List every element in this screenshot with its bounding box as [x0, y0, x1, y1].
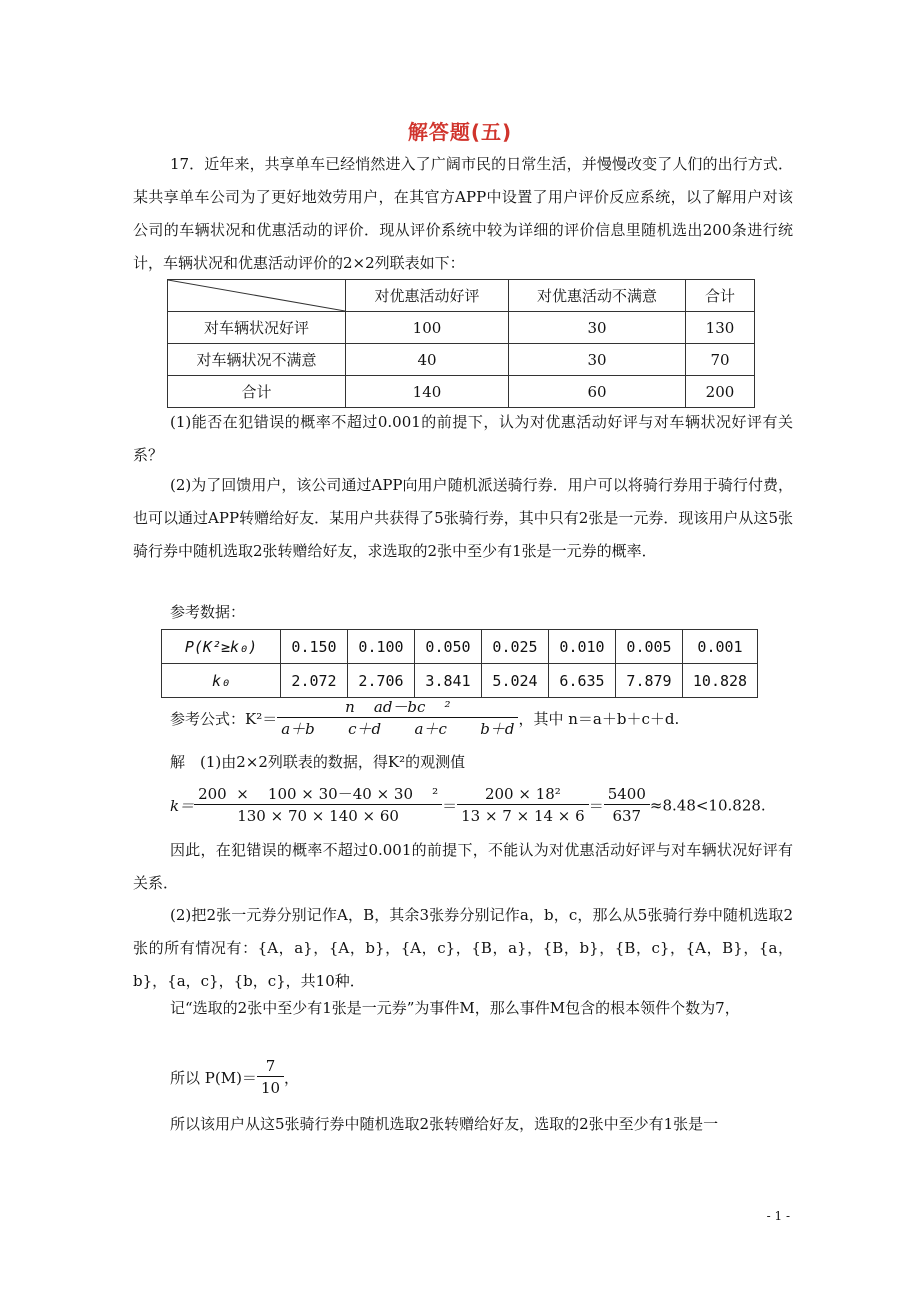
table-row [168, 376, 755, 408]
table-cell: 7.879 [616, 664, 683, 698]
table-cell: 0.005 [616, 630, 683, 664]
table-cell: 60 [509, 376, 686, 408]
solution-conclusion-1: 因此，在犯错误的概率不超过0.001的前提下，不能认为对优惠活动好评与对车辆状况好评有关系． [133, 841, 793, 892]
probability-denominator: 10 [257, 1076, 284, 1099]
table-cell: 0.025 [482, 630, 549, 664]
table-row [168, 344, 755, 376]
k-result: ≈8.48<10.828. [649, 796, 766, 815]
k-fraction-3 [604, 784, 650, 827]
table-cell: 30 [509, 344, 686, 376]
table-corner-cell [168, 280, 346, 312]
formula-numerator: n ad－bc ² [345, 698, 451, 716]
page-number: - 1 - [766, 1209, 790, 1223]
table-cell: 0.100 [348, 630, 415, 664]
k-denominator-3: 637 [604, 804, 650, 827]
equals-sign: ＝ [442, 797, 458, 815]
probability-suffix: ， [284, 1069, 300, 1087]
page-title: 解答题(五) [407, 120, 513, 144]
k-numerator-1: 200 × 100 × 30－40 × 30 ² [198, 785, 439, 803]
table-row [168, 312, 755, 344]
contingency-table [167, 279, 755, 408]
k-numerator-3: 5400 [607, 785, 646, 803]
column-header: 合计 [686, 280, 755, 312]
solution-final-line: 所以该用户从这5张骑行券中随机选取2张转赠给好友，选取的2张中至少有1张是一 [170, 1115, 719, 1133]
table-cell: 100 [346, 312, 509, 344]
table-cell: 70 [686, 344, 755, 376]
table-cell: 40 [346, 344, 509, 376]
probability-fraction [257, 1056, 284, 1099]
reference-table [161, 629, 758, 698]
table-cell: 0.150 [281, 630, 348, 664]
table-cell: 3.841 [415, 664, 482, 698]
row-label: P(K²≥k₀) [162, 630, 281, 664]
solution-part-1: 解 (1)由2×2列联表的数据，得K²的观测值 [170, 753, 466, 771]
k-prefix: k＝ [170, 797, 195, 815]
question-part-1: (1)能否在犯错误的概率不超过0.001的前提下，认为对优惠活动好评与对车辆状况好评有关系？ [133, 413, 793, 464]
table-cell: 5.024 [482, 664, 549, 698]
table-cell: 200 [686, 376, 755, 408]
table-cell: 0.010 [549, 630, 616, 664]
question-17-intro: 17．近年来，共享单车已经悄然进入了广阔市民的日常生活，并慢慢改变了人们的出行方式．某共享单车公司为了更好地效劳用户，在其官方APP中设置了用户评价反应系统，以了解用户对该公司的车辆状况和优惠活动的评价．现从评价系统中较为详细的评价信息里随机选出200条进行统计，车辆状况和优惠活动评价的2×2列联表如下： [133, 155, 793, 272]
reference-data-label: 参考数据： [170, 603, 246, 621]
k-fraction-2 [457, 784, 589, 827]
probability-prefix: 所以 P(M)＝ [170, 1069, 257, 1087]
k-computation [170, 784, 766, 827]
formula-fraction [277, 697, 518, 740]
k-fraction-1 [194, 784, 442, 827]
k-denominator-1: 130 × 70 × 140 × 60 [194, 804, 442, 827]
table-cell: 30 [509, 312, 686, 344]
diagonal-line [168, 280, 345, 311]
probability-numerator: 7 [265, 1057, 276, 1075]
table-cell: 140 [346, 376, 509, 408]
k-numerator-2: 200 × 18² [484, 785, 561, 803]
column-header: 对优惠活动不满意 [509, 280, 686, 312]
table-cell: 6.635 [549, 664, 616, 698]
table-cell: 2.706 [348, 664, 415, 698]
formula-denominator: a＋b c＋d a＋c b＋d [277, 717, 518, 740]
reference-formula [170, 697, 679, 740]
column-header: 对优惠活动好评 [346, 280, 509, 312]
formula-prefix: 参考公式：K²＝ [170, 710, 278, 728]
formula-suffix: ，其中 n＝a＋b＋c＋d. [518, 710, 680, 728]
row-label: 对车辆状况好评 [168, 312, 346, 344]
table-cell: 130 [686, 312, 755, 344]
table-row [162, 630, 758, 664]
equals-sign: ＝ [588, 797, 604, 815]
probability-formula [170, 1056, 299, 1099]
table-cell: 2.072 [281, 664, 348, 698]
table-cell: 10.828 [683, 664, 758, 698]
k-denominator-2: 13 × 7 × 14 × 6 [457, 804, 589, 827]
table-cell: 0.001 [683, 630, 758, 664]
row-label: 合计 [168, 376, 346, 408]
row-label: 对车辆状况不满意 [168, 344, 346, 376]
table-cell: 0.050 [415, 630, 482, 664]
row-label: k₀ [162, 664, 281, 698]
solution-part-2: (2)把2张一元券分别记作A，B，其余3张券分别记作a，b，c，那么从5张骑行券中随机选取2张的所有情况有：{A，a}，{A，b}，{A，c}，{B，a}，{B，b}，{B，c}，{A，B}，{a，b}，{a，c}，{b，c}，共10种． [133, 906, 793, 990]
solution-event-m: 记“选取的2张中至少有1张是一元券”为事件M，那么事件M包含的根本领件个数为7， [170, 999, 740, 1017]
table-row [162, 664, 758, 698]
question-part-2: (2)为了回馈用户，该公司通过APP向用户随机派送骑行券．用户可以将骑行券用于骑行付费，也可以通过APP转赠给好友．某用户共获得了5张骑行券，其中只有2张是一元券．现该用户从这5张骑行券中随机选取2张转赠给好友，求选取的2张中至少有1张是一元券的概率． [133, 476, 793, 560]
